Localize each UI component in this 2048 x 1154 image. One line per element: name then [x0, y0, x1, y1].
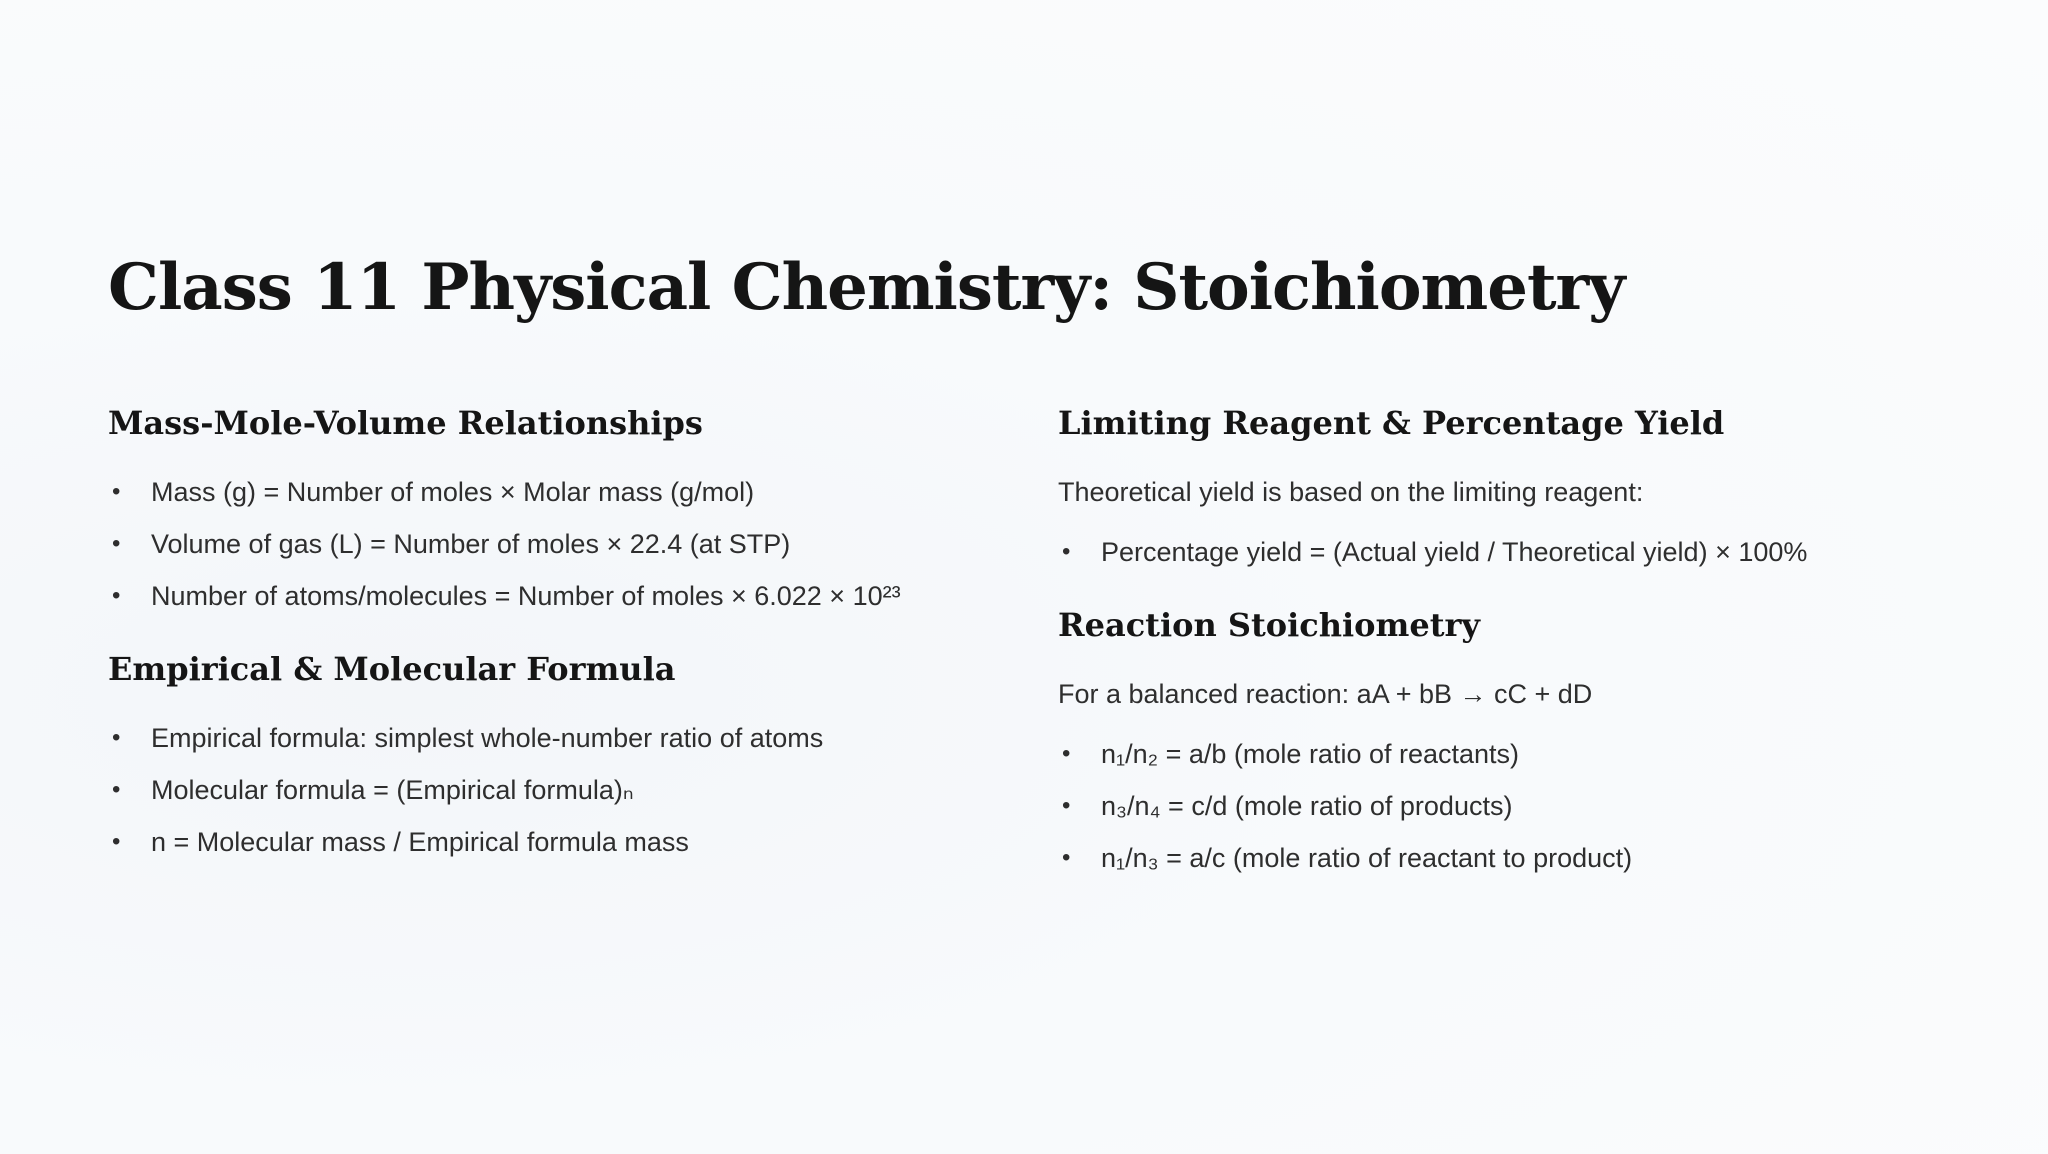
slide-title: Class 11 Physical Chemistry: Stoichiometry: [108, 250, 1625, 325]
list-item: [108, 822, 1028, 862]
bullet-icon: •: [1062, 844, 1071, 871]
list-item: [1058, 734, 1978, 774]
section-empirical-molecular-formula: [108, 646, 1028, 862]
section-heading: Limiting Reagent & Percentage Yield: [1058, 404, 1725, 442]
bullet-list: [108, 718, 1028, 862]
bullet-icon: •: [112, 478, 121, 505]
list-item: [1058, 786, 1978, 826]
right-column: [1058, 400, 1978, 908]
bullet-icon: •: [112, 582, 121, 609]
section-paragraph: For a balanced reaction: aA + bB → cC + dD: [1058, 679, 1593, 709]
bullet-icon: •: [112, 724, 121, 751]
list-item-text: Percentage yield = (Actual yield / Theoretical yield) × 100%: [1101, 537, 1808, 567]
section-heading: Reaction Stoichiometry: [1058, 606, 1480, 644]
bullet-icon: •: [1062, 740, 1071, 767]
bullet-list: [1058, 532, 1978, 572]
bullet-list: [108, 472, 1028, 616]
section-reaction-stoichiometry: [1058, 602, 1978, 878]
list-item: [1058, 532, 1978, 572]
section-heading: Empirical & Molecular Formula: [108, 650, 676, 688]
list-item: [108, 576, 1028, 616]
list-item: [108, 524, 1028, 564]
list-item-text: n = Molecular mass / Empirical formula mass: [151, 827, 689, 857]
list-item-text: Empirical formula: simplest whole-number ratio of atoms: [151, 723, 824, 753]
section-paragraph: Theoretical yield is based on the limiting reagent:: [1058, 477, 1644, 507]
section-mass-mole-volume: [108, 400, 1028, 616]
bullet-icon: •: [1062, 538, 1071, 565]
list-item-text: Molecular formula = (Empirical formula)ₙ: [151, 775, 634, 805]
list-item-text: Mass (g) = Number of moles × Molar mass (g/mol): [151, 477, 755, 507]
list-item-text: n₁/n₂ = a/b (mole ratio of reactants): [1101, 739, 1520, 769]
bullet-icon: •: [112, 776, 121, 803]
section-heading: Mass-Mole-Volume Relationships: [108, 404, 703, 442]
bullet-icon: •: [112, 828, 121, 855]
list-item: [108, 718, 1028, 758]
list-item-text: Volume of gas (L) = Number of moles × 22.4 (at STP): [151, 529, 791, 559]
list-item-text: n₃/n₄ = c/d (mole ratio of products): [1101, 791, 1513, 821]
list-item-text: Number of atoms/molecules = Number of moles × 6.022 × 10²³: [151, 581, 901, 611]
left-column: [108, 400, 1028, 892]
bullet-icon: •: [1062, 792, 1071, 819]
list-item: [1058, 838, 1978, 878]
list-item-text: n₁/n₃ = a/c (mole ratio of reactant to product): [1101, 843, 1633, 873]
list-item: [108, 770, 1028, 810]
bullet-icon: •: [112, 530, 121, 557]
bullet-list: [1058, 734, 1978, 878]
section-limiting-reagent: [1058, 400, 1978, 572]
list-item: [108, 472, 1028, 512]
